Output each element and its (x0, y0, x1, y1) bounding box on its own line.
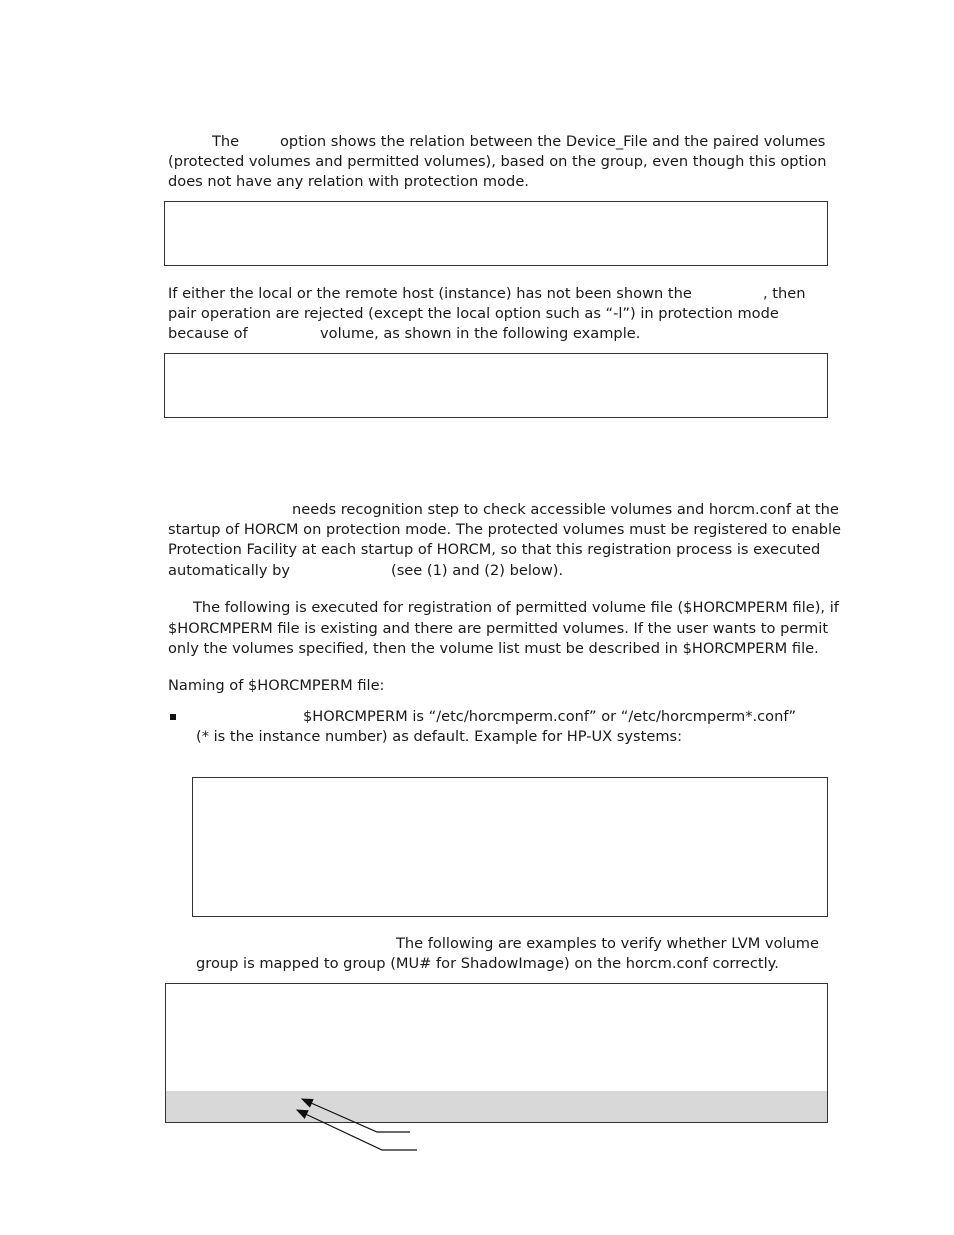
p3-line4a: automatically by (168, 562, 291, 579)
p6-line1: The following are examples to verify whether LVM volume (396, 935, 819, 952)
p4-line2: $HORCMPERM file is existing and there are permitted volumes. If the user wants to permit (168, 620, 829, 637)
p2-line3a: because of (168, 325, 248, 342)
p3-line2: startup of HORCM on protection mode. The protected volumes must be registered to enable (168, 521, 842, 538)
p3-line3: Protection Facility at each startup of HORCM, so that this registration process is executed (168, 541, 821, 558)
p3-line1: needs recognition step to check accessible volumes and horcm.conf at the (292, 501, 839, 518)
p2-line2: pair operation are rejected (except the local option such as “-l”) in protection mode (168, 305, 779, 322)
bullet1-line2: (* is the instance number) as default. Example for HP-UX systems: (196, 728, 683, 745)
p2-line3b: volume, as shown in the following example. (320, 325, 641, 342)
p1-line1a: The (212, 133, 240, 150)
p5-line1: Naming of $HORCMPERM file: (168, 677, 385, 694)
p1-line2: (protected volumes and permitted volumes), based on the group, even though this option (168, 153, 827, 170)
p3-line4b: (see (1) and (2) below). (391, 562, 564, 579)
p4-line3: only the volumes specified, then the volume list must be described in $HORCMPERM file. (168, 640, 819, 657)
p6-line2: group is mapped to group (MU# for ShadowImage) on the horcm.conf correctly. (196, 955, 779, 972)
p1-line1b: option shows the relation between the Device_File and the paired volumes (280, 133, 826, 150)
arrow-1 (302, 1099, 410, 1132)
arrow-2 (297, 1110, 417, 1150)
p2-line1b: , then (763, 285, 806, 302)
bullet1-line1: $HORCMPERM is “/etc/horcmperm.conf” or “/etc/horcmperm*.conf” (303, 708, 797, 725)
p1-line3: does not have any relation with protection mode. (168, 173, 529, 190)
p2-line1a: If either the local or the remote host (instance) has not been shown the (168, 285, 692, 302)
p4-line1: The following is executed for registration of permitted volume file ($HORCMPERM file), if (193, 599, 839, 616)
